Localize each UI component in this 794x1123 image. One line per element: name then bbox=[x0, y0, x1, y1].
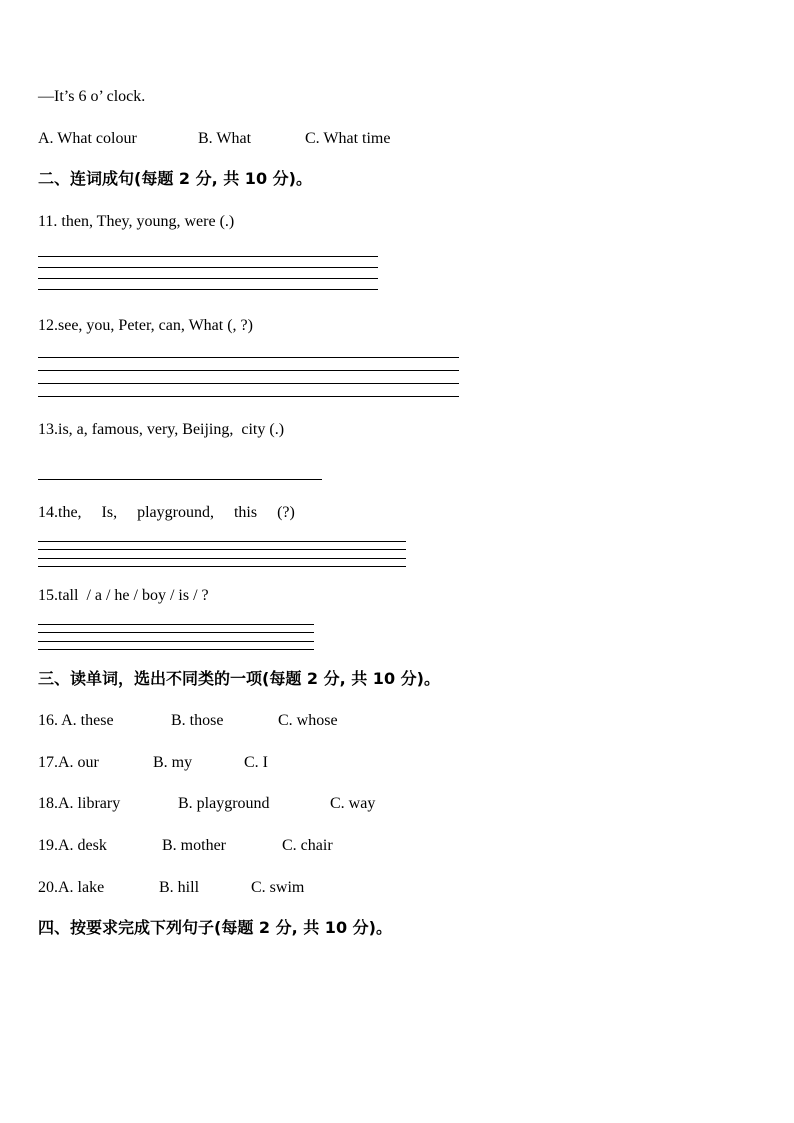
q14-answer-line bbox=[38, 558, 406, 559]
section-4-heading: 四、按要求完成下列句子(每题 2 分, 共 10 分)。 bbox=[38, 918, 392, 937]
q12-prompt: 12.see, you, Peter, can, What (, ?) bbox=[38, 317, 253, 334]
q11-answer-line bbox=[38, 289, 378, 290]
q20-option-c: C. swim bbox=[251, 879, 305, 896]
q10-option-c: C. What time bbox=[305, 130, 391, 147]
q16-option-b: B. those bbox=[171, 712, 224, 729]
q20-option-b: B. hill bbox=[159, 879, 200, 896]
q12-answer-line bbox=[38, 357, 459, 358]
q13-prompt: 13.is, a, famous, very, Beijing, city (.) bbox=[38, 421, 285, 438]
q20-option-a: 20.A. lake bbox=[38, 879, 105, 896]
q14-answer-line bbox=[38, 541, 406, 542]
q10-option-a: A. What colour bbox=[38, 130, 137, 147]
q19-option-c: C. chair bbox=[282, 837, 333, 854]
q11-prompt: 11. then, They, young, were (.) bbox=[38, 213, 235, 230]
section-2-heading: 二、连词成句(每题 2 分, 共 10 分)。 bbox=[38, 169, 312, 188]
q11-answer-line bbox=[38, 256, 378, 257]
q12-answer-line bbox=[38, 396, 459, 397]
q19-option-a: 19.A. desk bbox=[38, 837, 107, 854]
q15-prompt: 15.tall / a / he / boy / is / ? bbox=[38, 587, 209, 604]
q17-option-a: 17.A. our bbox=[38, 754, 99, 771]
q17-option-b: B. my bbox=[153, 754, 193, 771]
q15-answer-line bbox=[38, 649, 314, 650]
q14-answer-line bbox=[38, 566, 406, 567]
q15-answer-line bbox=[38, 624, 314, 625]
q11-answer-line bbox=[38, 278, 378, 279]
q13-answer-line bbox=[38, 479, 322, 480]
section-3-heading: 三、读单词，选出不同类的一项(每题 2 分, 共 10 分)。 bbox=[38, 669, 440, 688]
q15-answer-line bbox=[38, 632, 314, 633]
q18-option-a: 18.A. library bbox=[38, 795, 121, 812]
q18-option-b: B. playground bbox=[178, 795, 270, 812]
q18-option-c: C. way bbox=[330, 795, 376, 812]
q16-option-c: C. whose bbox=[278, 712, 338, 729]
q11-answer-line bbox=[38, 267, 378, 268]
q16-option-a: 16. A. these bbox=[38, 712, 114, 729]
q12-answer-line bbox=[38, 370, 459, 371]
q12-answer-line bbox=[38, 383, 459, 384]
q15-answer-line bbox=[38, 641, 314, 642]
q17-option-c: C. I bbox=[244, 754, 268, 771]
q14-prompt: 14.the, Is, playground, this (?) bbox=[38, 504, 295, 521]
q10-option-b: B. What bbox=[198, 130, 252, 147]
q14-answer-line bbox=[38, 549, 406, 550]
q19-option-b: B. mother bbox=[162, 837, 226, 854]
q10-answer-line: —It’s 6 o’ clock. bbox=[38, 88, 146, 105]
